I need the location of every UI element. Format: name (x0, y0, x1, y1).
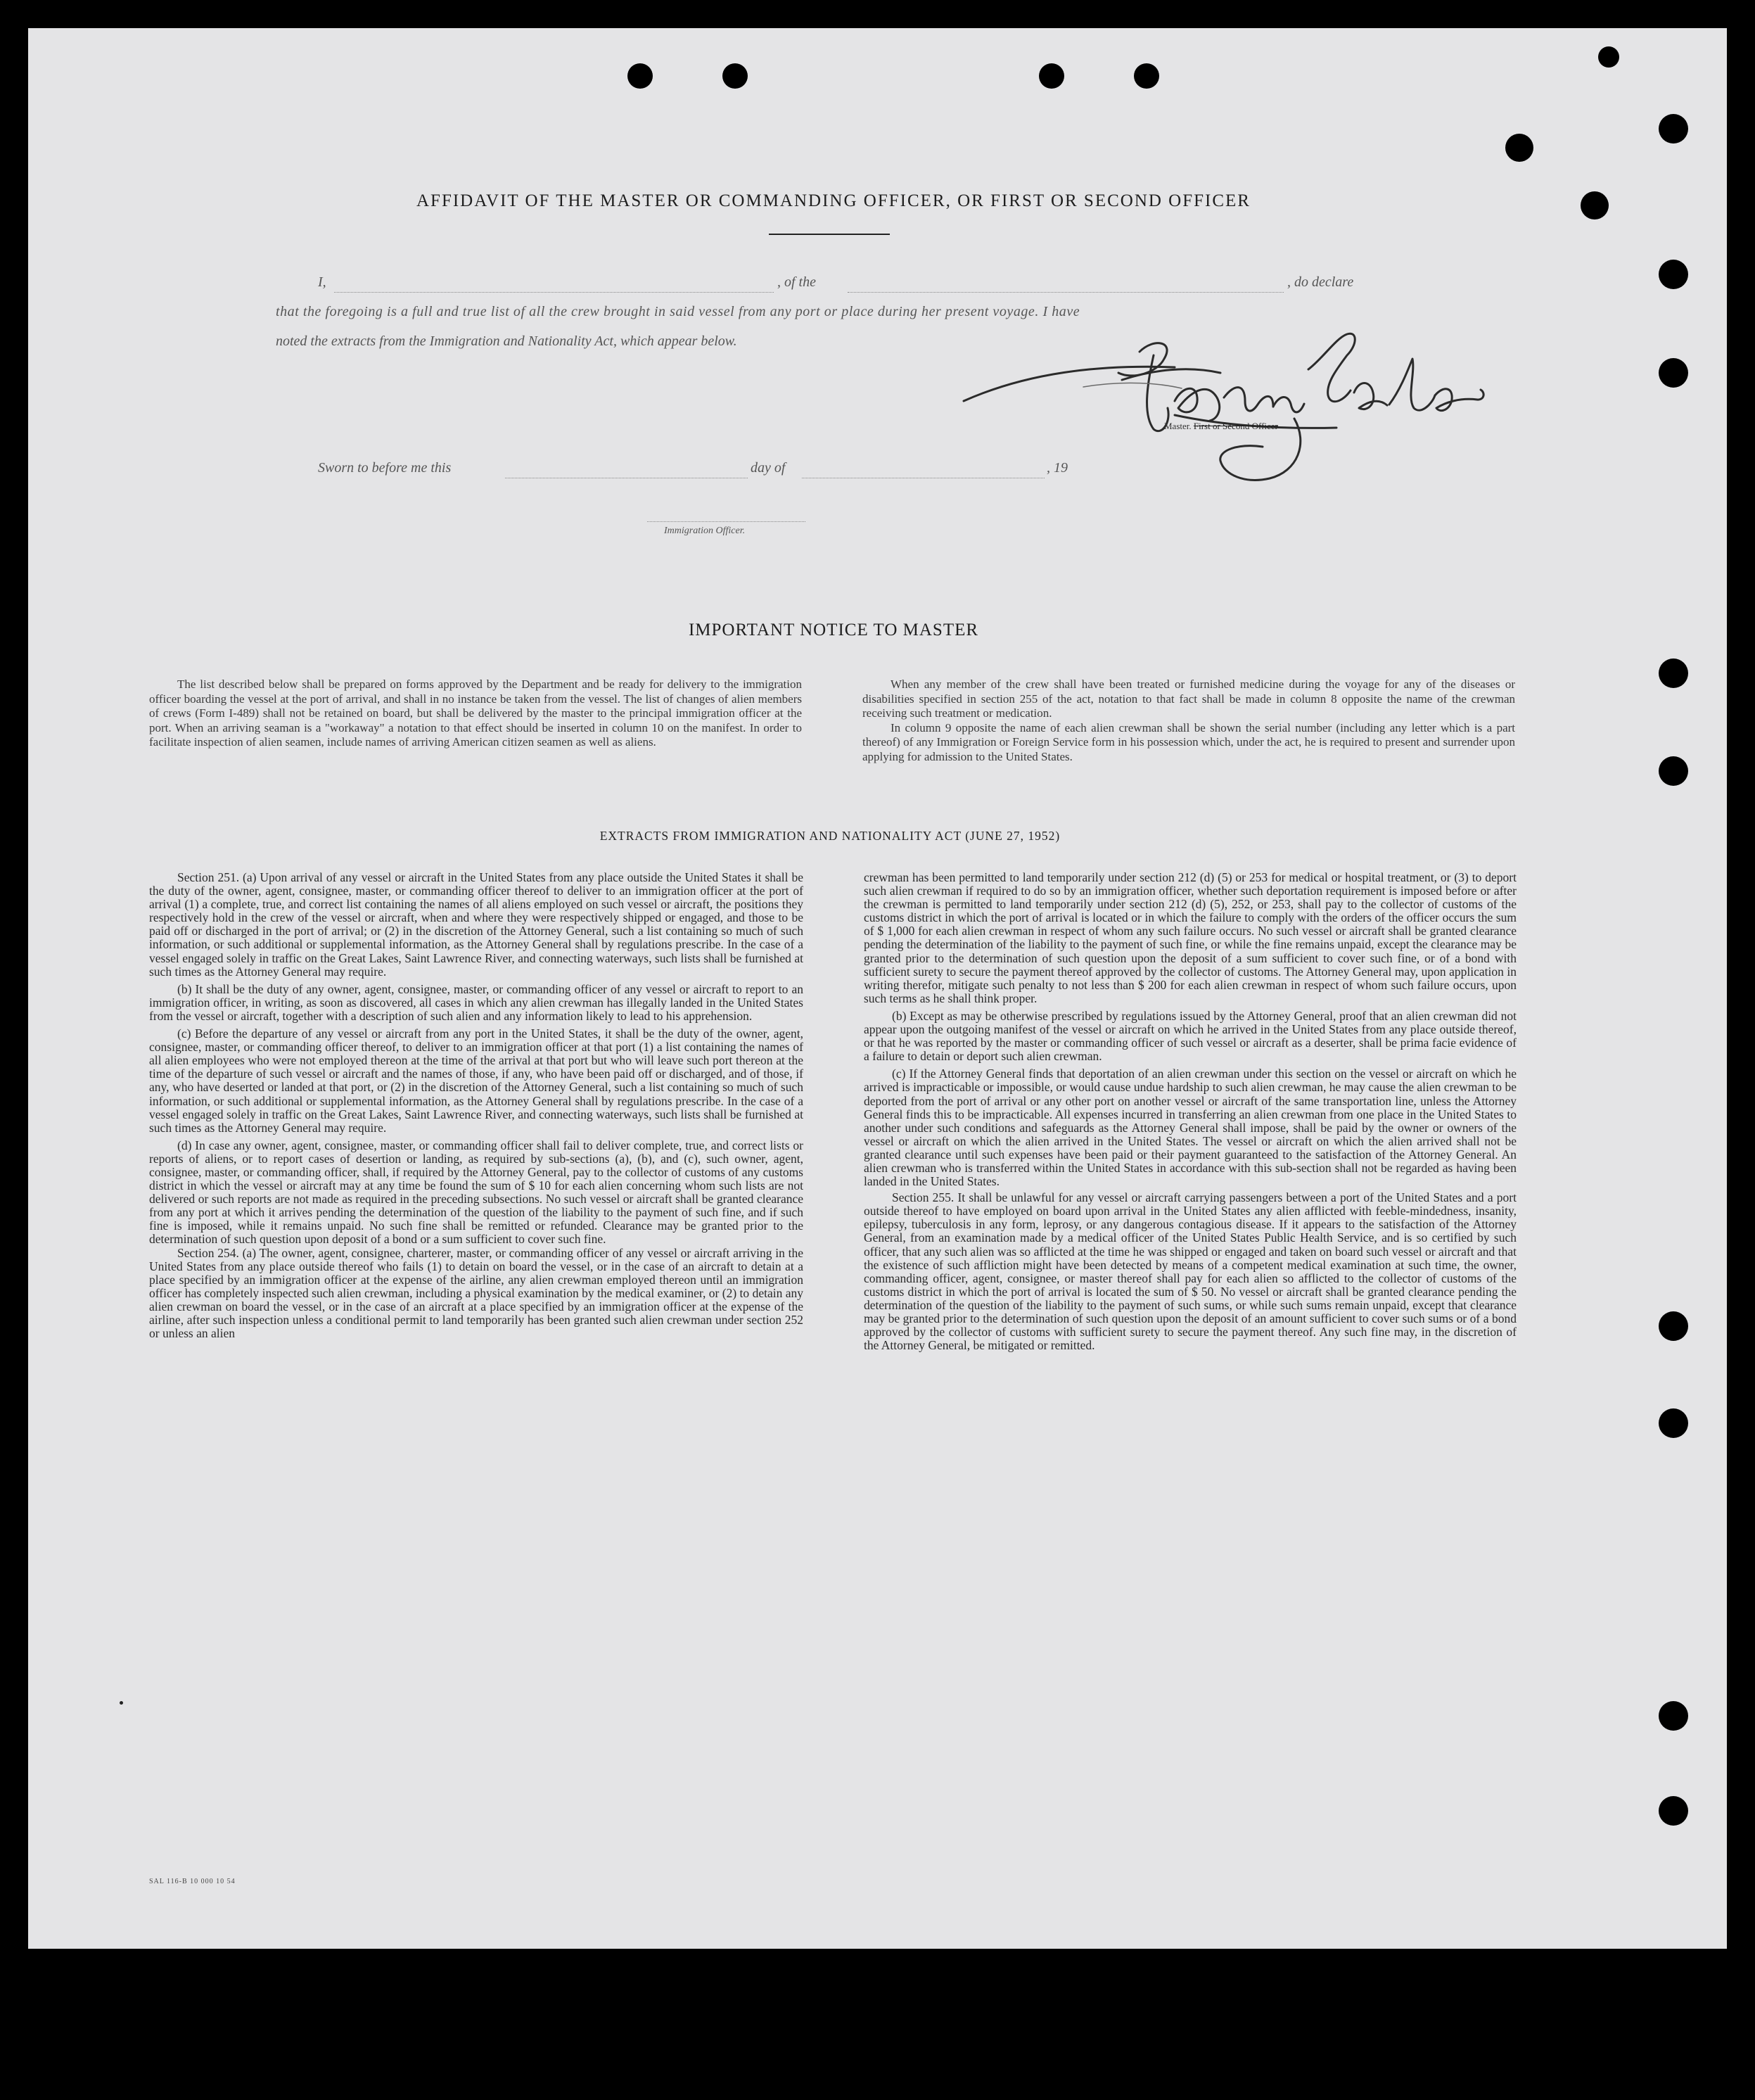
punch-hole-top-1 (627, 63, 653, 89)
decl-line-2: that the foregoing is a full and true list of all the crew brought in said vessel from any port or place during her present voyage. I have (276, 304, 1080, 319)
sworn-text: Sworn to before me this (318, 460, 452, 476)
master-caption: Master. (1164, 421, 1192, 431)
notice-right-text-1: When any member of the crew shall have been treated or furnished medicine during the voyage for any of the diseases or disabilities specified in section 255 of the act, notation to that fact shall be made in column 8 opposite the name of the crewman receiving such treatment or medication. (862, 677, 1515, 720)
officer-signature-blank (647, 521, 805, 522)
punch-hole-right-7 (1659, 1408, 1688, 1438)
punch-hole-torn-1 (1505, 134, 1533, 162)
sworn-month-blank (802, 477, 1045, 478)
punch-hole-right-4 (1659, 658, 1688, 688)
title-rule (769, 234, 890, 235)
section-251-c: (c) Before the departure of any vessel or aircraft from any port in the United States, it shall be the duty of the owner, agent, consignee, master, or commanding officer thereof, to deliver to an immigration officer at that port (1) a list containing the names of all alien employees who were not employed thereon at the time of the arrival at that port but who will leave such port thereon at the time of the departure of such vessel or aircraft and the names of those, if any, who have been paid off or discharged, and of those, if any, who have deserted or landed at that port, or (2) in the discretion of the Attorney General, such a list containing so much of such information, or such additional or supplemental information, as the Attorney General shall by regulations prescribe. In the case of a vessel engaged solely in traffic on the Great Lakes, Saint Lawrence River, and connecting waterways, such lists shall be furnished at such times as the Attorney General may require. (149, 1026, 803, 1135)
notice-right-text-2: In column 9 opposite the name of each alien crewman shall be shown the serial number (including any letter which is a part thereof) of any Immigration or Foreign Service form in his possession which, under the act, he is required to present and surrender upon applying for admission to the United States. (862, 720, 1515, 763)
punch-hole-right-6 (1659, 1311, 1688, 1341)
punch-hole-top-2 (722, 63, 748, 89)
affidavit-title: AFFIDAVIT OF THE MASTER OR COMMANDING OFFICER, OR FIRST OR SECOND OFFICER (416, 191, 1251, 210)
punch-hole-right-2 (1659, 260, 1688, 289)
notice-left-text: The list described below shall be prepared on forms approved by the Department and be ready for delivery to the immigration officer boarding the vessel at the port of arrival, and shall in no instance be taken from the vessel. The list of changes of alien members of crews (Form I-489) shall not be retained on board, but shall be delivered by the master to the principal immigration officer at the port. When an arriving seaman is a "workaway" a notation to that effect should be inserted in column 10 on the manifest. In order to facilitate inspection of alien seamen, include names of arriving American citizen seamen as well as aliens. (149, 677, 802, 749)
punch-hole-top-3 (1039, 63, 1064, 89)
section-254-c: (c) If the Attorney General finds that deportation of an alien crewman under this section on the vessel or aircraft on which he arrived is impracticable or impossible, or would cause undue hardship to such alien crewman, he may cause the alien crewman to be deported from the port of arrival or any other port on another vessel or aircraft of the same transportation line, unless the Attorney General finds this to be impracticable. All expenses incurred in transferring an alien crewman from one place in the United States to another under such conditions and safeguards as the Attorney General shall impose, shall be paid by the owner or owners of the vessel or aircraft on which the alien arrived in the United States. The vessel or aircraft on which the alien arrived shall not be granted clearance until such expenses have been paid or their payment guaranteed to the satisfaction of the Attorney General. An alien crewman who is transferred within the United States in accordance with this sub-section shall not be regarded as having been landed in the United States. (864, 1067, 1517, 1189)
decl-line-3: noted the extracts from the Immigration and Nationality Act, which appear below. (276, 333, 737, 349)
section-255: Section 255. It shall be unlawful for any vessel or aircraft carrying passengers between a port of the United States and a port outside thereof to have employed on board upon arrival in the United States any alien afflicted with feeble-mindedness, insanity, epilepsy, tuberculosis in any form, leprosy, or any dangerous contagious disease. If it appears to the satisfaction of the Attorney General, from an examination made by a medical officer of the United States Public Health Service, and is so certified by such officer, that any such alien was so afflicted at the time he was shipped or engaged and taken on board such vessel or aircraft and that the existence of such affliction might have been detected by means of a competent medical examination at such time, the owner, commanding officer, agent, consignee, or master thereof shall pay for each alien so afflicted to the collector of customs of the customs district in which the port of arrival is located the sum of $ 50. No vessel or aircraft shall be granted clearance pending the determination of the question of the liability to the payment of such sums, or while such sums remain unpaid, except that clearance may be granted prior to the determination of such question upon the deposit of an amount sufficient to cover such sums or of a bond approved by the collector of customs with sufficient surety to secure the payment thereof. Any such fine may, in the discretion of the Attorney General, be mitigated or remitted. (864, 1190, 1517, 1353)
section-254-b: (b) Except as may be otherwise prescribed by regulations issued by the Attorney General, proof that an alien crewman did not appear upon the outgoing manifest of the vessel or aircraft on which he arrived in the United States from any place outside thereof, or that he was reported by the master or commanding officer of such vessel or aircraft as a deserter, shall be prima facie evidence of a failure to detain or deport such alien crewman. (864, 1008, 1517, 1064)
punch-hole-top-4 (1134, 63, 1159, 89)
sworn-day-blank (505, 477, 748, 478)
punch-hole-right-9 (1659, 1796, 1688, 1826)
section-251-d: (d) In case any owner, agent, consignee, master, or commanding officer shall fail to deliver complete, true, and correct lists or reports of aliens, or to report cases of desertion or landing, as required by sub-sections (a), (b), and (c), such owner, agent, consignee, master, or commanding officer, shall, if required by the Attorney General, pay to the collector of customs of any customs district in which the vessel or aircraft may at any time be found the sum of $ 10 for each alien concerning whom such lists are not delivered or such reports are not made as required in the preceding subsections. No such vessel or aircraft shall be granted clearance from any port at which it arrives pending the determination of the question of the liability to the payment of such fine, and if such fine is imposed, while it remains unpaid. No such fine shall be remitted or refunded. Clearance may be granted prior to the determination of such question upon deposit of a bond or a sum sufficient to cover such fine. (149, 1138, 803, 1247)
section-251-a: Section 251. (a) Upon arrival of any vessel or aircraft in the United States from any place outside the United States it shall be the duty of the owner, agent, consignee, master, or commanding officer thereof to deliver to an immigration officer at the port of arrival (1) a complete, true, and correct list containing the names of all aliens employed on such vessel or aircraft, the positions they respectively hold in the crew of the vessel or aircraft, when and where they were respectively shipped or engaged, and those to be paid off or discharged in the port of arrival; or (2) in the discretion of the Attorney General, such a list containing so much of such information, or such additional or supplemental information, as the Attorney General shall by regulations prescribe. In the case of a vessel engaged solely in traffic on the Great Lakes, Saint Lawrence River, and connecting waterways, such lists shall be furnished at such times as the Attorney General may require. (149, 870, 803, 979)
extracts-title: EXTRACTS FROM IMMIGRATION AND NATIONALITY ACT (JUNE 27, 1952) (599, 829, 1061, 843)
section-251-b: (b) It shall be the duty of any owner, agent, consignee, master, or commanding officer of any vessel or aircraft to report to an immigration officer, in writing, as soon as discovered, all cases in which any alien crewman has illegally landed in the United States from the vessel or aircraft, together with a description of such alien and any information likely to lead to his apprehension. (149, 981, 803, 1023)
vessel-blank (848, 291, 1284, 293)
year-prefix: , 19 (1047, 460, 1068, 476)
decl-do-declare: , do declare (1287, 274, 1354, 290)
notice-title: IMPORTANT NOTICE TO MASTER (688, 621, 979, 639)
extracts-right-column (864, 871, 1517, 1352)
name-blank (334, 291, 774, 293)
decl-of-the: , of the (777, 274, 816, 290)
section-254-a-cont: crewman has been permitted to land temporarily under section 212 (d) (5) or 253 for medical or hospital treatment, or (3) to deport such alien crewman if required to do so by an immigration officer, whether such deportation requirement is imposed before or after the crewman is permitted to land temporarily under section 212 (d) (5), 252, or 253, shall pay to the collector of customs of the customs district in which the port of arrival is located or in which the failure to comply with the orders of the officer occurs the sum of $ 1,000 for each alien crewman in respect of whom any such failure occurs. No such vessel or aircraft shall be granted clearance pending the determination of the liability to the payment of such fine, or while the fine remains unpaid, except the clearance may be granted prior to the determination of such question upon the deposit of a sum sufficient to cover such fine, or of a bond with sufficient surety to secure the payment thereof approved by the collector of customs. The Attorney General may, upon application in writing therefor, mitigate such penalty to not less than $ 200 for each alien crewman in respect of whom such failure occurs, upon such terms as he shall think proper. (864, 870, 1517, 1005)
punch-hole-corner (1598, 46, 1619, 68)
punch-hole-right-5 (1659, 756, 1688, 786)
punch-hole-right-8 (1659, 1701, 1688, 1731)
punch-hole-right-3 (1659, 358, 1688, 388)
section-254-a: Section 254. (a) The owner, agent, consignee, charterer, master, or commanding officer of any vessel or aircraft arriving in the United States from any place outside thereof who fails (1) to detain on board the vessel, or in the case of an aircraft to detain at a place specified by an immigration officer at the expense of the airline, any alien crewman employed thereon until an immigration officer has completely inspected such alien crewman, including a physical examination by the medical examiner, or (2) to detain any alien crewman on board the vessel, or in the case of an aircraft at a place specified by an immigration officer at the expense of the airline, after such inspection unless a conditional permit to land temporarily has been granted such alien crewman under section 252 or unless an alien (149, 1245, 803, 1341)
notice-right-paragraphs (862, 677, 1515, 764)
extracts-left-column (149, 871, 803, 1340)
day-of: day of (751, 460, 786, 476)
signature-caption (1164, 421, 1278, 432)
form-number: SAL 116-B 10 000 10 54 (149, 1878, 236, 1885)
decl-i: I, (318, 274, 326, 290)
punch-hole-right-1 (1659, 114, 1688, 144)
punch-hole-torn-2 (1581, 191, 1609, 219)
struck-caption: First or Second Officer (1193, 421, 1278, 431)
master-signature (943, 331, 1505, 499)
immigration-officer-caption: Immigration Officer. (664, 526, 746, 536)
notice-left-paragraph (149, 677, 802, 750)
speck (120, 1701, 123, 1705)
